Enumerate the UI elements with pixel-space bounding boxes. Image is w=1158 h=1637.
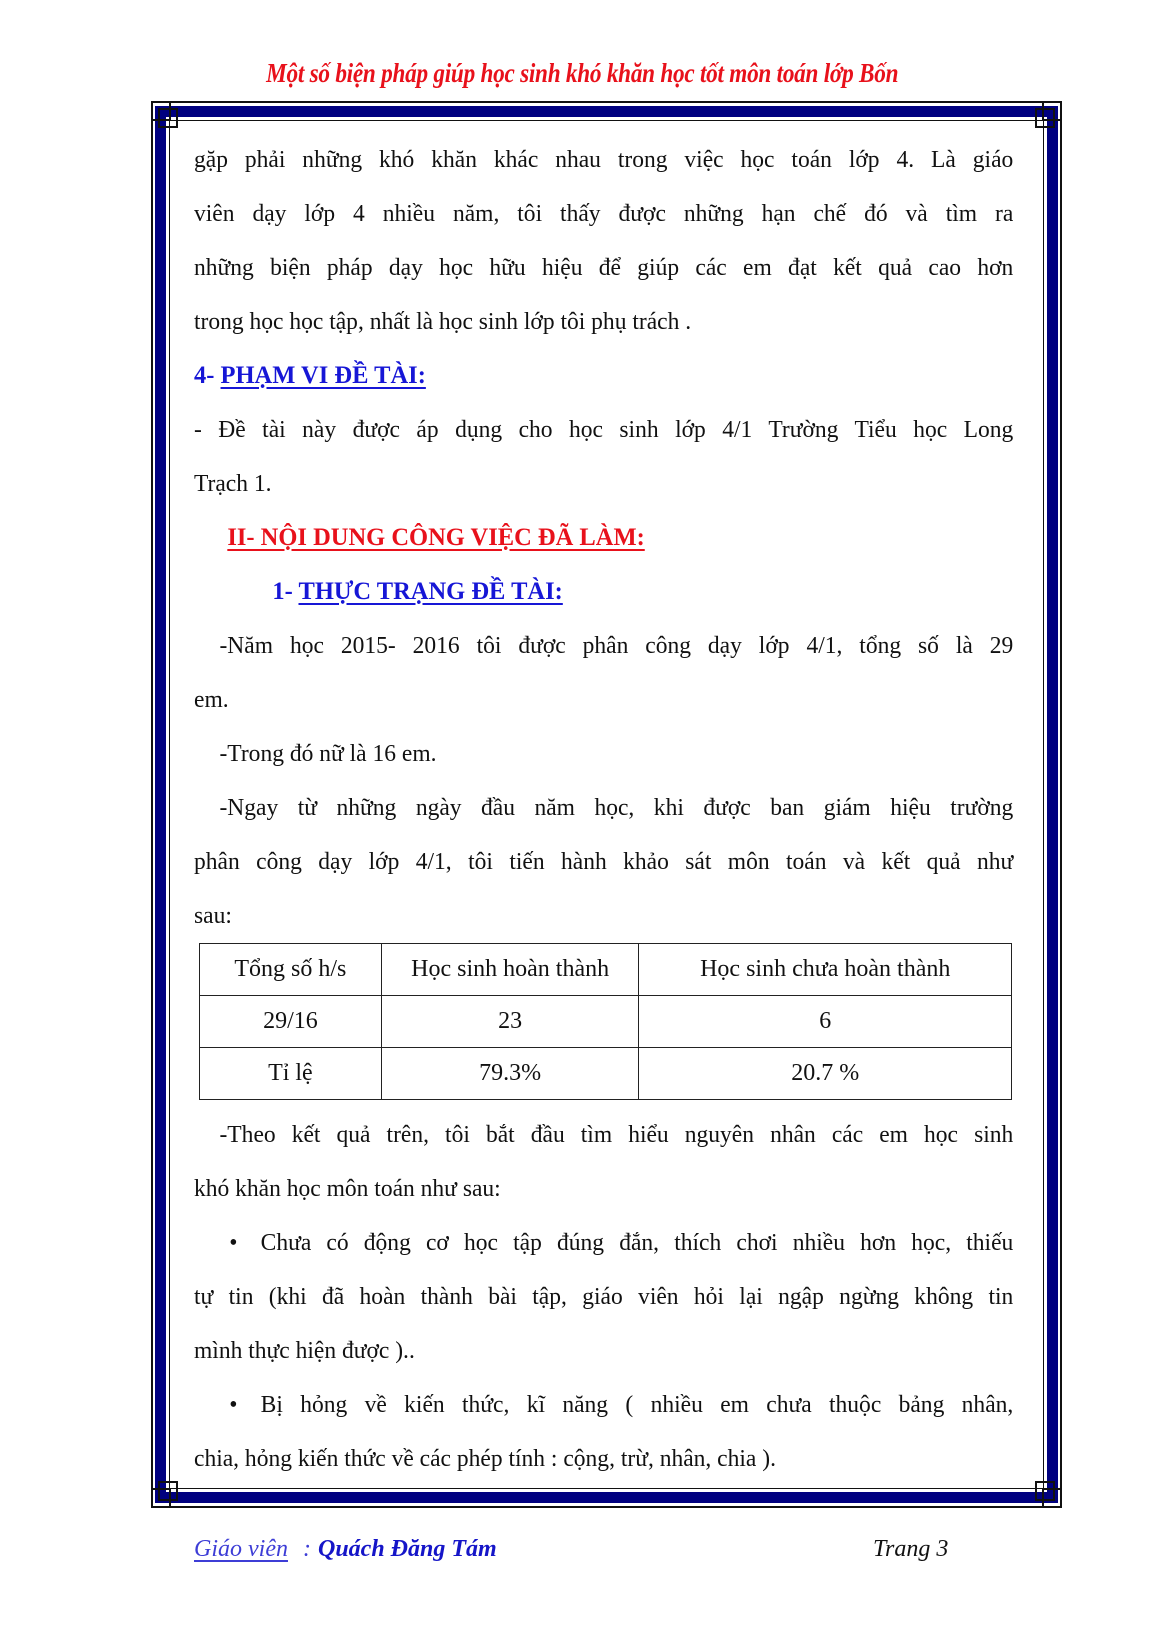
document-body-continued bbox=[194, 1108, 1030, 1486]
table-cell: Tỉ lệ bbox=[200, 1048, 382, 1100]
section-heading-scope bbox=[194, 349, 1013, 403]
section-number: 1- bbox=[272, 578, 299, 605]
section-heading-content bbox=[194, 511, 1013, 565]
footer-teacher-label: Giáo viên bbox=[194, 1536, 288, 1562]
paragraph-line: tự tin (khi đã hoàn thành bài tập, giáo viên hỏi lại ngập ngừng không tin bbox=[194, 1284, 1014, 1310]
paragraph-line: Trạch 1. bbox=[194, 471, 272, 497]
bullet-item bbox=[194, 1378, 1013, 1432]
table-header-cell: Học sinh chưa hoàn thành bbox=[639, 944, 1012, 996]
section-number: 4- bbox=[194, 362, 221, 389]
footer-teacher-name: Quách Đăng Tám bbox=[318, 1536, 497, 1562]
paragraph-line: em. bbox=[194, 687, 229, 713]
table-header-cell: Học sinh hoàn thành bbox=[381, 944, 639, 996]
section-title: THỰC TRẠNG ĐỀ TÀI: bbox=[298, 578, 563, 605]
paragraph-line: -Trong đó nữ là 16 em. bbox=[219, 741, 437, 767]
paragraph-line: -Theo kết quả trên, tôi bắt đầu tìm hiểu nguyên nhân các em học sinh bbox=[219, 1122, 1014, 1148]
table-cell: 29/16 bbox=[200, 996, 382, 1048]
survey-results-table bbox=[199, 943, 1012, 1100]
paragraph-line: gặp phải những khó khăn khác nhau trong việc học toán lớp 4. Là giáo bbox=[194, 147, 1014, 173]
page-number: Trang 3 bbox=[873, 1536, 949, 1562]
table-cell: 23 bbox=[381, 996, 639, 1048]
paragraph-line: chia, hỏng kiến thức về các phép tính : cộng, trừ, nhân, chia ). bbox=[194, 1446, 776, 1472]
table-cell: 20.7 % bbox=[639, 1048, 1012, 1100]
section-title: II- NỘI DUNG CÔNG VIỆC ĐÃ LÀM: bbox=[227, 524, 645, 551]
document-body bbox=[194, 133, 1030, 943]
paragraph-line: sau: bbox=[194, 903, 232, 929]
border-corner-bottom-right-inner bbox=[1035, 1481, 1055, 1501]
border-corner-top-right-inner bbox=[1035, 108, 1055, 128]
table-cell: 6 bbox=[639, 996, 1012, 1048]
border-corner-bottom-left-inner bbox=[158, 1481, 178, 1501]
paragraph-line: những biện pháp dạy học hữu hiệu để giúp các em đạt kết quả cao hơn bbox=[194, 255, 1014, 281]
table-header-row bbox=[200, 944, 1012, 996]
header-title: Một số biện pháp giúp học sinh khó khăn học tốt môn toán lớp Bốn bbox=[266, 58, 899, 88]
paragraph-line: - Đề tài này được áp dụng cho học sinh lớp 4/1 Trường Tiểu học Long bbox=[194, 417, 1014, 443]
bullet-icon: • bbox=[229, 1392, 238, 1418]
paragraph-line: phân công dạy lớp 4/1, tôi tiến hành khảo sát môn toán và kết quả như bbox=[194, 849, 1014, 875]
table-row bbox=[200, 996, 1012, 1048]
paragraph-line: trong học học tập, nhất là học sinh lớp tôi phụ trách . bbox=[194, 309, 692, 335]
bullet-text: Bị hỏng về kiến thức, kĩ năng ( nhiều em chưa thuộc bảng nhân, bbox=[260, 1392, 1014, 1418]
paragraph-line: -Năm học 2015- 2016 tôi được phân công dạy lớp 4/1, tổng số là 29 bbox=[219, 633, 1014, 659]
bullet-text: Chưa có động cơ học tập đúng đắn, thích chơi nhiều hơn học, thiếu bbox=[260, 1230, 1014, 1256]
bullet-item bbox=[194, 1216, 1013, 1270]
footer-colon: : bbox=[303, 1536, 311, 1562]
border-corner-top-left-inner bbox=[158, 108, 178, 128]
table-row bbox=[200, 1048, 1012, 1100]
paragraph-line: viên dạy lớp 4 nhiều năm, tôi thấy được những hạn chế đó và tìm ra bbox=[194, 201, 1014, 227]
section-title: PHẠM VI ĐỀ TÀI: bbox=[220, 362, 426, 389]
paragraph-line: mình thực hiện được ).. bbox=[194, 1338, 415, 1364]
paragraph-line: khó khăn học môn toán như sau: bbox=[194, 1176, 501, 1202]
paragraph-line: -Ngay từ những ngày đầu năm học, khi được ban giám hiệu trường bbox=[219, 795, 1014, 821]
subsection-heading-status bbox=[194, 565, 1013, 619]
table-cell: 79.3% bbox=[381, 1048, 639, 1100]
bullet-icon: • bbox=[229, 1230, 238, 1256]
table-header-cell: Tổng số h/s bbox=[200, 944, 382, 996]
